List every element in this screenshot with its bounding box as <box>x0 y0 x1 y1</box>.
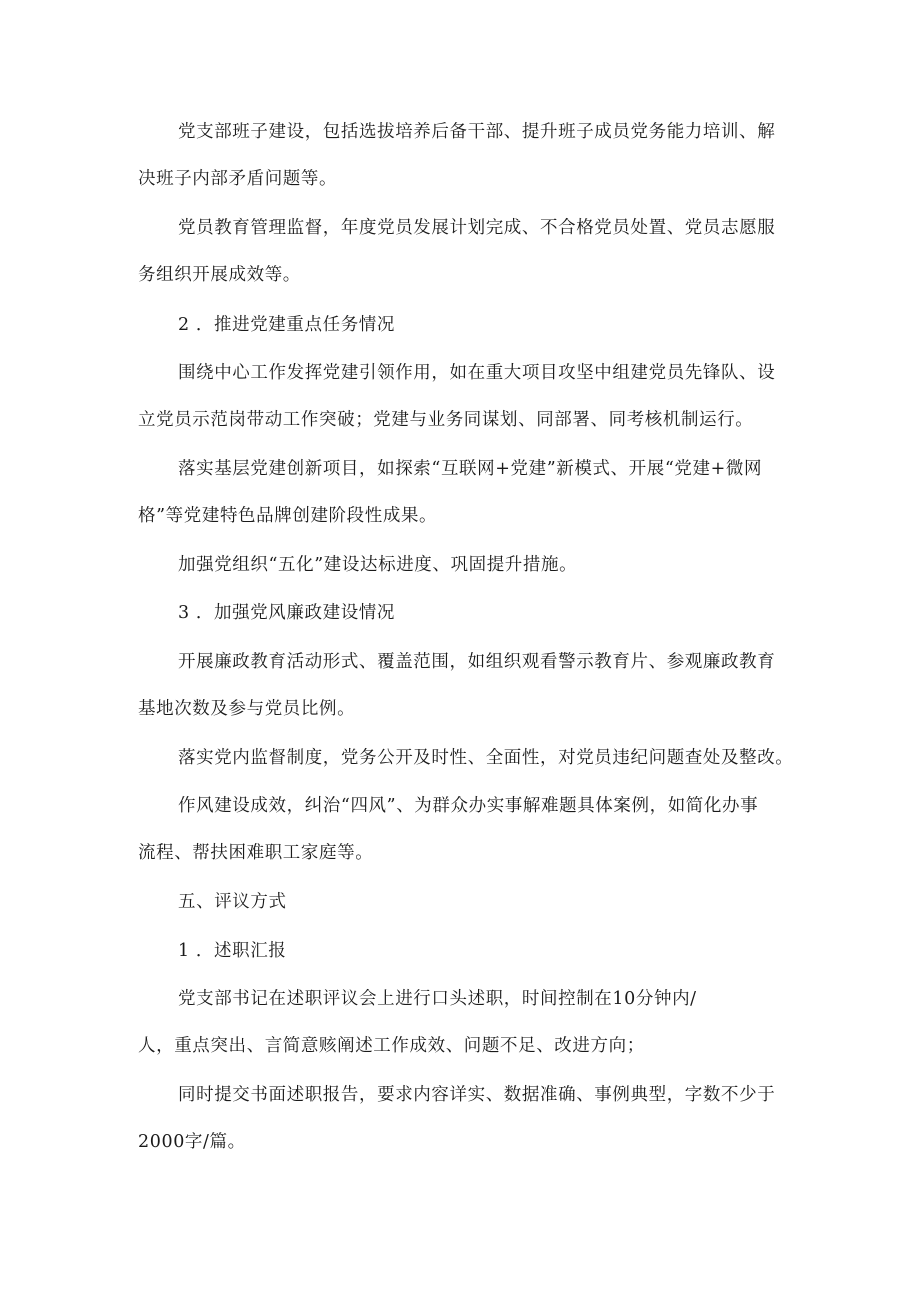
paragraph-line: 流程、帮扶困难职工家庭等。 <box>138 843 374 863</box>
paragraph-line: 作风建设成效，纠治“四风”、为群众办实事解难题具体案例，如简化办事 <box>178 796 759 816</box>
paragraph-line: 落实党内监督制度，党务公开及时性、全面性，对党员违纪问题查处及整改。 <box>178 748 794 768</box>
section-heading: 1 ．述职汇报 <box>178 941 287 961</box>
paragraph-line: 党支部书记在述职评议会上进行口头述职，时间控制在10分钟内/ <box>178 989 697 1009</box>
paragraph-line: 人，重点突出、言简意赅阐述工作成效、问题不足、改进方向； <box>138 1036 645 1056</box>
section-heading: 3 ．加强党风廉政建设情况 <box>178 603 395 623</box>
paragraph-line: 务组织开展成效等。 <box>138 265 301 285</box>
paragraph-line: 围绕中心工作发挥党建引领作用，如在重大项目攻坚中组建党员先锋队、设 <box>178 363 776 383</box>
paragraph-line: 党支部班子建设，包括选拔培养后备干部、提升班子成员党务能力培训、解 <box>178 122 776 142</box>
paragraph-line: 加强党组织“五化”建设达标进度、巩固提升措施。 <box>178 555 578 575</box>
paragraph-line: 决班子内部矛盾问题等。 <box>138 169 338 189</box>
paragraph-line: 同时提交书面述职报告，要求内容详实、数据准确、事例典型，字数不少于 <box>178 1085 776 1105</box>
paragraph-line: 落实基层党建创新项目，如探索“互联网+党建”新模式、开展“党建+微网 <box>178 459 763 479</box>
section-heading: 五、评议方式 <box>178 892 287 912</box>
paragraph-line: 2000字/篇。 <box>138 1132 246 1152</box>
paragraph-line: 开展廉政教育活动形式、覆盖范围，如组织观看警示教育片、参观廉政教育 <box>178 652 776 672</box>
paragraph-line: 格”等党建特色品牌创建阶段性成果。 <box>138 506 438 526</box>
paragraph-line: 党员教育管理监督，年度党员发展计划完成、不合格党员处置、党员志愿服 <box>178 218 776 238</box>
paragraph-line: 立党员示范岗带动工作突破；党建与业务同谋划、同部署、同考核机制运行。 <box>138 410 754 430</box>
section-heading: 2 ．推进党建重点任务情况 <box>178 315 395 335</box>
paragraph-line: 基地次数及参与党员比例。 <box>138 699 356 719</box>
